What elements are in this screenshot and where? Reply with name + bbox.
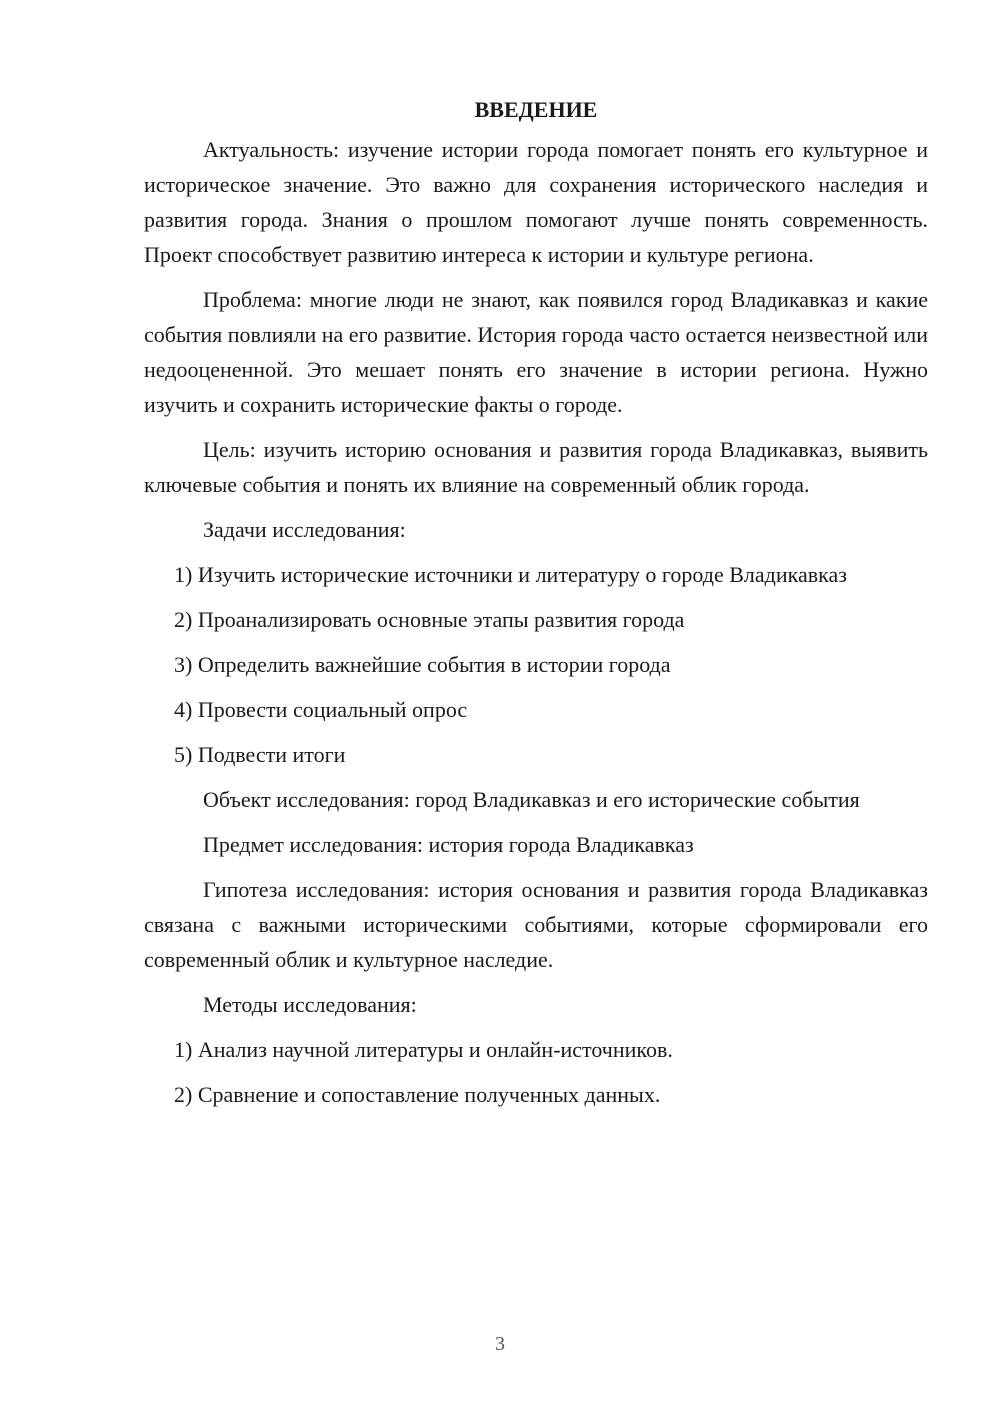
task-item-5: 5) Подвести итоги (174, 742, 346, 767)
goal-paragraph: Цель: изучить историю основания и развития города Владикавказ, выявить ключевые события и понять их влияние на современный облик города. (144, 437, 928, 497)
task-item-2: 2) Проанализировать основные этапы развития города (174, 607, 685, 632)
relevance-paragraph: Актуальность: изучение истории города помогает понять его культурное и историческое значение. Это важно для сохранения исторического наследия и развития города. Знания о прошлом помогают лучше понять современность. Проект способствует развитию интереса к истории и культуре региона. (144, 137, 928, 267)
task-item-4: 4) Провести социальный опрос (174, 697, 468, 722)
method-item-1: 1) Анализ научной литературы и онлайн-источников. (174, 1037, 673, 1062)
page-number: 3 (495, 1333, 505, 1355)
document-page (144, 96, 928, 1122)
section-title: ВВЕДЕНИЕ (474, 97, 598, 122)
method-item-2: 2) Сравнение и сопоставление полученных данных. (174, 1082, 661, 1107)
hypothesis-paragraph: Гипотеза исследования: история основания и развития города Владикавказ связана с важными историческими событиями, которые сформировали его современный облик и культурное наследие. (144, 877, 928, 972)
subject-paragraph: Предмет исследования: история города Владикавказ (203, 832, 694, 857)
methods-heading: Методы исследования: (203, 992, 417, 1017)
object-paragraph: Объект исследования: город Владикавказ и его исторические события (203, 787, 860, 812)
tasks-heading: Задачи исследования: (203, 517, 406, 542)
task-item-3: 3) Определить важнейшие события в истории города (174, 652, 671, 677)
problem-paragraph: Проблема: многие люди не знают, как появился город Владикавказ и какие события повлияли на его развитие. История города часто остается неизвестной или недооцененной. Это мешает понять его значение в истории региона. Нужно изучить и сохранить исторические факты о городе. (144, 287, 928, 417)
task-item-1: 1) Изучить исторические источники и литературу о городе Владикавказ (174, 562, 847, 587)
